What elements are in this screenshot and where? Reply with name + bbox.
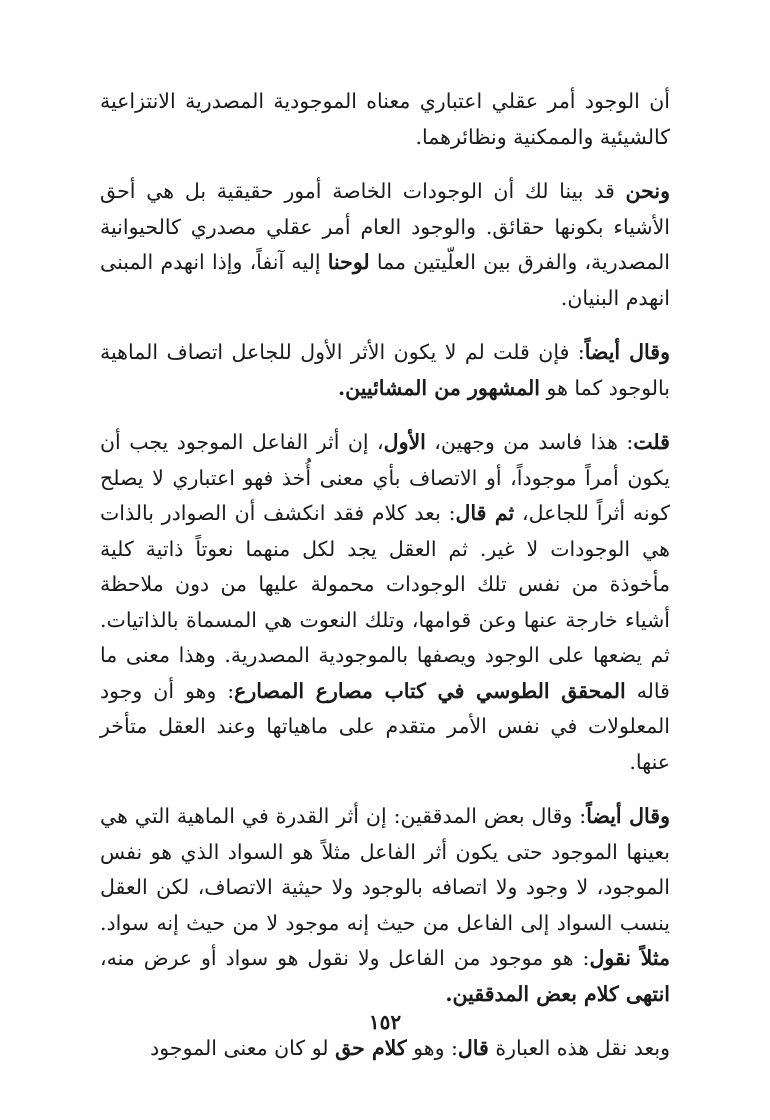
bold-text-segment: وقال أيضاً: [584, 340, 670, 364]
text-segment: ، إن أثر الفاعل الموجود يجب أن يكون أمراً موجوداً، أو الاتصاف بأي معنى أُخذ فهو اعتباري لا يصلح كونه أثراً للجاعل،: [100, 430, 670, 525]
bold-text-segment: انتهى كلام بعض المدققين.: [445, 981, 670, 1006]
page-number: ١٥٢: [368, 1010, 402, 1034]
bold-text-segment: مثلاً نقول: [589, 946, 670, 970]
bold-text-segment: وقال أيضاً: [586, 804, 670, 828]
page-body: [100, 84, 670, 1086]
text-segment: : بعد كلام فقد انكشف أن الصوادر بالذات هي الوجودات لا غير. ثم العقل يجد لكل منهما نعوتاً ذاتية كلية مأخوذة من نفس تلك الوجودات محمولة عليها من دون ملاحظة أشياء خارجة عنها وعن قوامها، وتلك النعوت هي المسماة بالذاتيات. ثم يضعها على الوجود ويصفها بالموجودية المصدرية. وهذا معنى ما قاله: [100, 501, 670, 703]
paragraph: [100, 425, 670, 780]
text-segment: أن الوجود أمر عقلي اعتباري معناه الموجودية المصدرية الانتزاعية كالشيئية والممكنية ونظائرهما.: [100, 89, 670, 149]
text-segment: وبعد نقل هذه العبارة: [488, 1036, 670, 1060]
bold-text-segment: لوحنا: [327, 250, 370, 274]
bold-text-segment: المشهور من المشائيين.: [337, 375, 540, 400]
bold-text-segment: ثم قال: [455, 501, 515, 525]
text-segment: : وقال بعض المدققين: إن أثر القدرة في الماهية التي هي بعينها الموجود حتى يكون أثر الفاعل مثلاً هو السواد الذي هو نفس الموجود، لا وجود ولا اتصافه بالوجود ولا حيثية الاتصاف، لكن العقل ينسب السواد إلى الفاعل من حيث إنه موجود لا من حيث إنه سواد.: [100, 804, 670, 935]
text-segment: : فإن قلت لم لا يكون الأثر الأول للجاعل اتصاف الماهية بالوجود كما هو: [100, 340, 670, 400]
paragraph: [100, 335, 670, 406]
text-segment: لو كان معنى الموجود: [150, 1036, 336, 1060]
text-segment: : هذا فاسد من وجهين،: [425, 430, 634, 454]
bold-text-segment: المحقق الطوسي في كتاب مصارع المصارع: [234, 678, 626, 703]
paragraph: [100, 84, 670, 155]
bold-text-segment: قلت: [633, 430, 670, 454]
bold-text-segment: كلام حق: [335, 1036, 407, 1060]
paragraph: [100, 799, 670, 1012]
paragraph: [100, 174, 670, 316]
bold-text-segment: قال: [457, 1036, 489, 1060]
text-segment: : وهو: [406, 1036, 458, 1060]
text-segment: قد بينا لك أن الوجودات الخاصة أمور حقيقية بل هي أحق الأشياء بكونها حقائق. والوجود العام أمر عقلي مصدري كالحيوانية المصدرية، والفرق بين العلّيتين مما: [100, 179, 670, 274]
text-segment: : هو موجود من الفاعل ولا نقول هو سواد أو عرض منه،: [100, 946, 590, 970]
text-segment: : وهو أن وجود المعلولات في نفس الأمر متقدم على ماهياتها وعند العقل متأخر عنها.: [100, 678, 670, 774]
paragraph: [100, 1031, 670, 1067]
bold-text-segment: ونحن: [625, 179, 670, 203]
text-segment: إليه آنفاً، وإذا انهدم المبنى انهدم البنيان.: [100, 250, 670, 310]
bold-text-segment: الأول: [383, 430, 426, 454]
